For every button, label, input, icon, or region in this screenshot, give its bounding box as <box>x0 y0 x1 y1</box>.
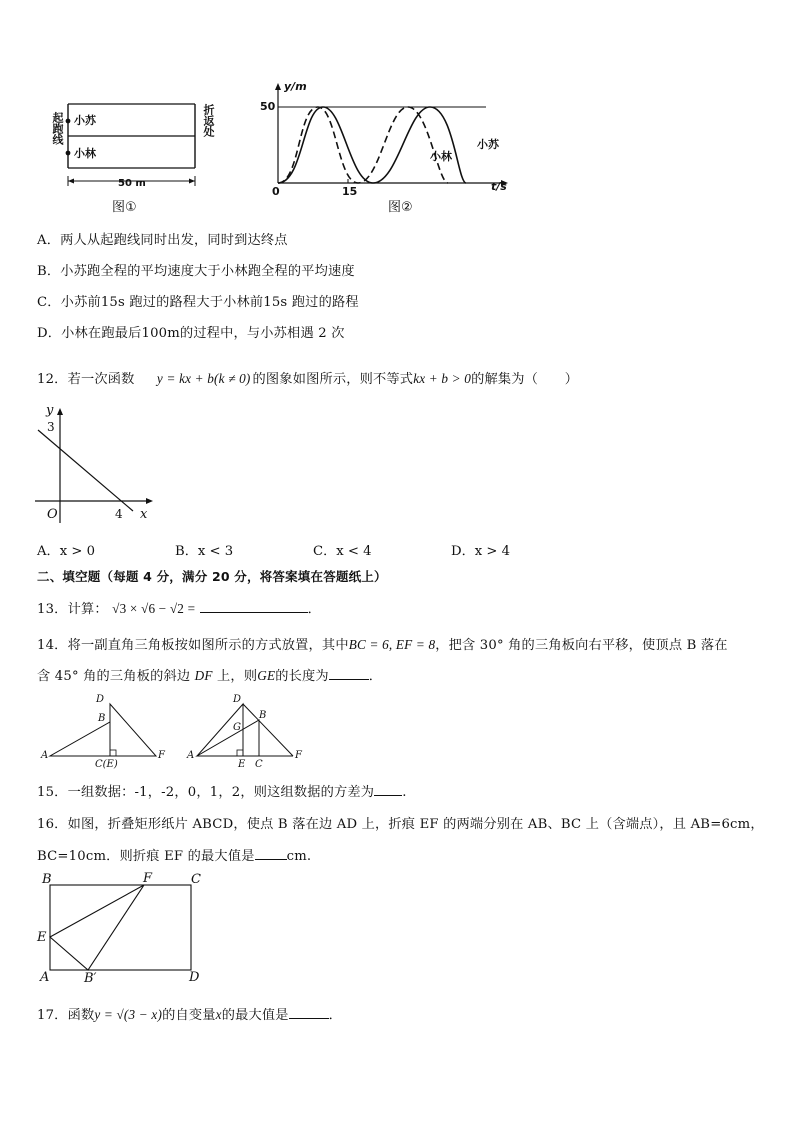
q16-figure-drawing <box>34 870 214 990</box>
q12-y-intercept: 3 <box>47 420 55 434</box>
q14-left-B: B <box>98 713 106 724</box>
distance-label: 50 m <box>118 178 146 189</box>
x-axis-label: t/s <box>491 180 507 193</box>
q16-line2 <box>37 845 311 864</box>
x-tick-15: 15 <box>342 185 358 198</box>
q14-left-A: A <box>41 750 49 761</box>
start-line-label: 起跑线 <box>51 112 64 145</box>
q12-options <box>37 540 757 560</box>
q12-option-a: A．x > 0 <box>37 544 95 559</box>
q14-figure-left <box>38 692 173 772</box>
q17-prefix: 17．函数 <box>37 1008 95 1023</box>
q16-line2-prefix: BC=10cm．则折痕 EF 的最大值是 <box>37 849 255 864</box>
q17-answer-blank[interactable] <box>289 1006 329 1019</box>
q14-line2 <box>37 665 382 684</box>
q12-function: y = kx + b(k ≠ 0) <box>156 371 251 386</box>
q12-option-b: B．x < 3 <box>175 544 234 559</box>
q14-line2-mid: 上，则 <box>217 669 258 684</box>
q14-line2-prefix: 含 45° 角的三角板的斜边 <box>37 669 191 684</box>
q17-suffix: 的最大值是 <box>221 1008 289 1023</box>
q16-answer-blank[interactable] <box>255 847 287 860</box>
q14-figure-right-drawing <box>183 692 313 772</box>
q17-end: ． <box>328 1008 343 1023</box>
q16-line1: 16．如图，折叠矩形纸片 ABCD，使点 B 落在边 AD 上，折痕 EF 的两端分别在 AB、BC 上（含端点），且 AB=6cm， <box>37 817 764 832</box>
q16-label-B: B <box>42 872 52 887</box>
y-axis-label: y/m <box>284 80 307 93</box>
q12-stem-suffix: 的解集为（ ） <box>471 372 579 387</box>
q11-option-c: C．小苏前15s 跑过的路程大于小林前15s 跑过的路程 <box>37 295 359 310</box>
figure-1 <box>50 90 230 220</box>
q16-label-E: E <box>37 930 47 945</box>
q15-end: . <box>402 785 407 800</box>
q12-option-d: D．x > 4 <box>451 544 511 559</box>
q14-left-D: D <box>96 694 105 705</box>
q14-right-F: F <box>295 750 302 761</box>
q13-answer-blank[interactable] <box>200 600 308 613</box>
q11-option-d: D．小林在跑最后100m的过程中，与小苏相遇 2 次 <box>37 326 345 341</box>
q11-option-a: A．两人从起跑线同时出发，同时到达终点 <box>37 233 288 248</box>
q16-figure <box>34 870 214 990</box>
q12-stem-mid: 的图象如图所示，则不等式 <box>252 372 414 387</box>
q14-df: DF <box>194 668 213 683</box>
q12-y-label: y <box>46 403 54 418</box>
q14-right-G: G <box>233 722 241 733</box>
q14-given: BC = 6, EF = 8 <box>348 637 436 652</box>
q17-variable: x <box>215 1007 222 1022</box>
figure-1-caption: 图① <box>112 200 137 215</box>
q14-end: ． <box>368 669 383 684</box>
q14-left-CE: C(E) <box>95 759 118 770</box>
q12-stem <box>37 368 578 387</box>
q15 <box>37 781 407 800</box>
q12-x-intercept: 4 <box>115 507 123 521</box>
q16-label-A: A <box>40 970 50 985</box>
q16-label-D: D <box>189 970 200 985</box>
q16-line2-suffix: cm. <box>286 849 312 864</box>
q15-text: 15．一组数据：-1，-2，0，1，2，则这组数据的方差为 <box>37 785 375 800</box>
q14-line1-prefix: 14．将一副直角三角板按如图所示的方式放置，其中 <box>37 638 349 653</box>
q13-suffix: ． <box>307 602 322 617</box>
q16-label-F: F <box>143 871 153 886</box>
q12-origin: O <box>47 507 58 522</box>
q15-answer-blank[interactable] <box>374 783 402 796</box>
q14-right-A: A <box>187 750 195 761</box>
q14-line2-suffix: 的长度为 <box>275 669 329 684</box>
q12-option-c: C．x < 4 <box>313 544 372 559</box>
q17-mid: 的自变量 <box>162 1008 216 1023</box>
origin-label: 0 <box>272 185 280 198</box>
q14-right-C: C <box>255 759 263 770</box>
q12-stem-prefix: 12．若一次函数 <box>37 372 135 387</box>
section-2-title: 二、填空题（每题 4 分，满分 20 分，将答案填在答题纸上） <box>37 569 387 584</box>
q14-right-E: E <box>238 759 246 770</box>
q12-x-label: x <box>140 507 148 522</box>
q17 <box>37 1004 342 1023</box>
figure-2 <box>258 80 518 220</box>
q12-graph <box>30 403 170 528</box>
q14-ge: GE <box>257 668 276 683</box>
q16-label-C: C <box>191 872 201 887</box>
q13 <box>37 598 321 617</box>
series-su-label: 小苏 <box>477 138 499 151</box>
q12-inequality: kx + b > 0 <box>413 371 472 386</box>
q14-line1 <box>37 634 728 653</box>
series-lin-label: 小林 <box>430 150 452 163</box>
q14-right-D: D <box>233 694 242 705</box>
turn-label: 折返处 <box>202 104 215 137</box>
q14-figure-right <box>183 692 313 772</box>
q17-function: y = √(3 − x) <box>94 1007 163 1022</box>
lane2-name: 小林 <box>74 147 96 160</box>
q14-answer-blank[interactable] <box>329 667 369 680</box>
lane1-name: 小苏 <box>74 114 96 127</box>
q13-expression: √3 × √6 − √2 = <box>112 601 196 616</box>
q13-prefix: 13．计算： <box>37 602 108 617</box>
y-tick-50: 50 <box>260 100 276 113</box>
q14-line1-suffix: ，把含 30° 角的三角板向右平移，使顶点 B 落在 <box>435 638 728 653</box>
figure-2-caption: 图② <box>388 200 413 215</box>
q16-label-B-prime: B′ <box>84 971 97 986</box>
q14-right-B: B <box>259 710 267 721</box>
q14-left-F: F <box>158 750 165 761</box>
q11-option-b: B．小苏跑全程的平均速度大于小林跑全程的平均速度 <box>37 264 355 279</box>
